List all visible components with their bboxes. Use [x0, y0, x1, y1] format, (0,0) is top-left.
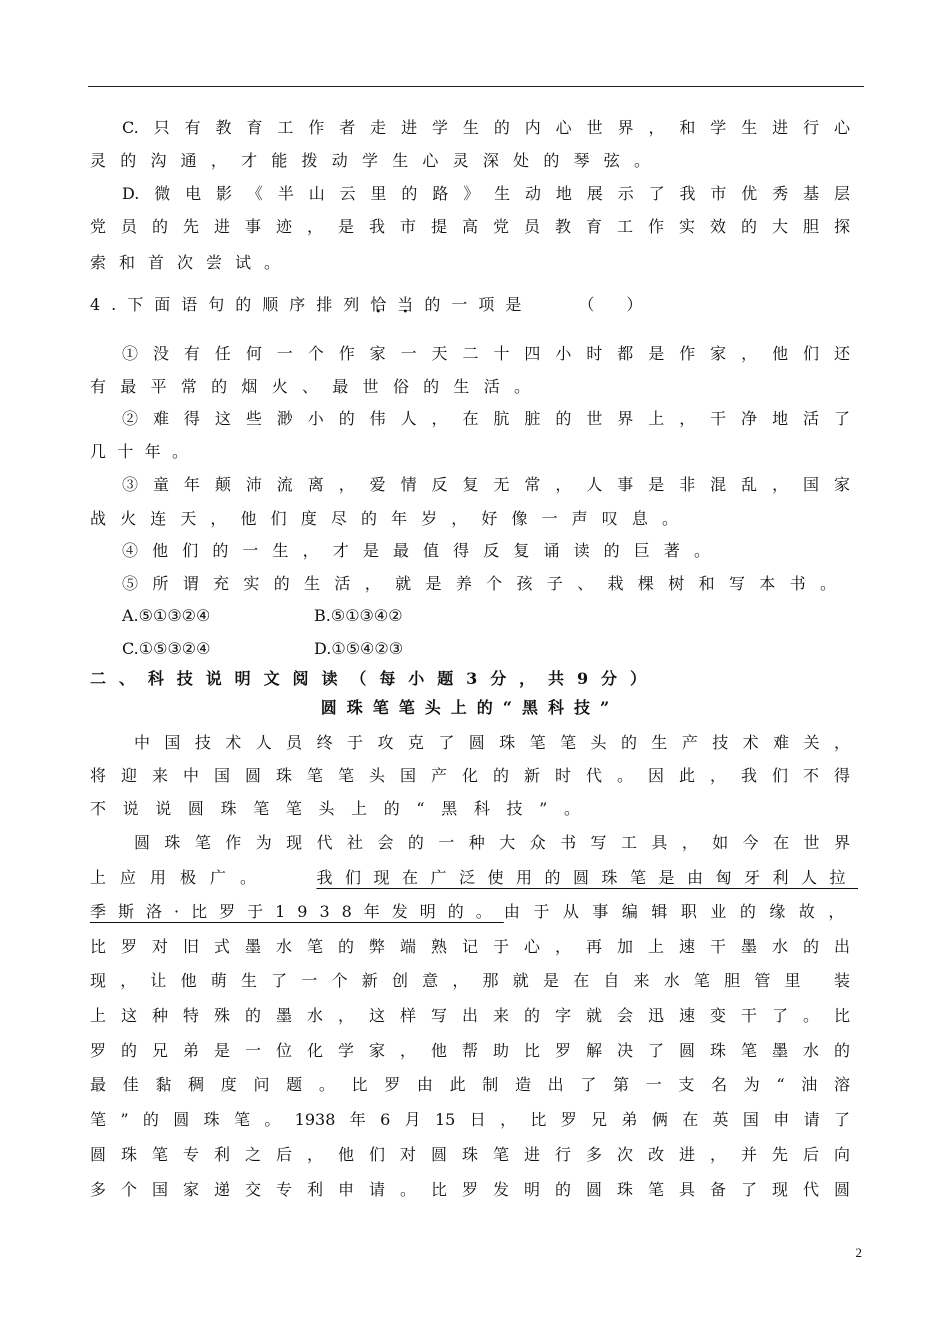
article-p2-line1: 圆珠笔作为现代社会的一种大众书写工具，如今在世界 [134, 833, 850, 852]
article-p2-line2-plain: 上应用极广。 [90, 868, 271, 887]
article-p2-line7: 罗的兄弟是一位化学家，他帮助比罗解决了圆珠笔墨水的 [90, 1041, 850, 1060]
header-rule [88, 86, 864, 87]
q4-stem [90, 292, 690, 318]
q4-stem-before: 4.下面语句的顺序排列 [90, 295, 371, 314]
q4-sentence-1-line2: 有最平常的烟火、最世俗的生活。 [90, 377, 530, 396]
article-p2-line5: 现，让他萌生了一个新创意，那就是在自来水笔胆管里 装 [90, 971, 850, 990]
article-p2-line4: 比罗对旧式墨水笔的弊端熟记于心，再加上速干墨水的出 [90, 937, 850, 956]
q4-option-c: C.①⑤③②④ [122, 639, 211, 658]
q3-option-c-line1: C.只有教育工作者走进学生的内心世界，和学生进行心 [122, 118, 850, 137]
q4-sentence-1-line1: ①没有任何一个作家一天二十四小时都是作家，他们还 [122, 344, 850, 363]
article-p2-line9: 笔”的圆珠笔。1938年6月15日，比罗兄弟俩在英国申请了 [90, 1110, 850, 1129]
q4-stem-after: 的一项是 [424, 295, 533, 314]
q3-option-d-line1: D.微电影《半山云里的路》生动地展示了我市优秀基层 [122, 184, 850, 203]
q4-sentence-5: ⑤所谓充实的生活，就是养个孩子、栽棵树和写本书。 [122, 574, 836, 593]
q3-option-d-line3: 索和首次尝试。 [90, 253, 280, 272]
article-p2-line8: 最佳黏稠度问题。比罗由此制造出了第一支名为“油溶 [90, 1075, 850, 1094]
article-p2-line3 [90, 899, 858, 925]
article-p2-underlined-sentence-part1: 我们现在广泛使用的圆珠笔是由匈牙利人拉 [316, 868, 858, 887]
article-p2-line10: 圆珠笔专利之后，他们对圆珠笔进行多次改进，并先后向 [90, 1145, 850, 1164]
page-number: 2 [855, 1245, 862, 1260]
q4-option-b: B.⑤①③④② [314, 606, 403, 625]
q4-sentence-2-line2: 几十年。 [90, 442, 188, 461]
q4-answer-paren: （ ） [578, 295, 643, 314]
article-p2-line6: 上这种特殊的墨水，这样写出来的字就会迅速变干了。比 [90, 1006, 850, 1025]
q4-sentence-3-line2: 战火连天，他们度尽的年岁，好像一声叹息。 [90, 509, 678, 528]
article-p2-line11: 多个国家递交专利申请。比罗发明的圆珠笔具备了现代圆 [90, 1180, 850, 1199]
q4-option-d: D.①⑤④②③ [314, 639, 404, 658]
q3-option-c-line2: 灵的沟通，才能拨动学生心灵深处的琴弦。 [90, 151, 650, 170]
q4-sentence-4: ④他们的一生，才是最值得反复诵读的巨著。 [122, 541, 710, 560]
article-title: 圆珠笔笔头上的“黑科技” [320, 698, 620, 717]
article-p2-line3-plain: 由于从事编辑职业的缘故， [503, 902, 858, 921]
q4-stem-dotted-char2: 当 [397, 295, 425, 314]
q4-sentence-2-line1: ②难得这些渺小的伟人，在肮脏的世界上，干净地活了 [122, 409, 850, 428]
q4-option-a: A.⑤①③②④ [122, 606, 211, 625]
article-p1-line1: 中国技术人员终于攻克了圆珠笔笔头的生产技术难关， [134, 733, 850, 752]
article-p2-underlined-sentence-part2: 季斯洛·比罗于1938年发明的。 [90, 902, 504, 921]
q3-option-d-line2: 党员的先进事迹，是我市提高党员教育工作实效的大胆探 [90, 217, 850, 236]
q4-stem-dotted-char1: 恰 [370, 295, 398, 314]
article-p1-line3: 不说说圆珠笔笔头上的“黑科技”。 [90, 799, 580, 818]
article-p1-line2: 将迎来中国圆珠笔笔头国产化的新时代。因此，我们不得 [90, 766, 850, 785]
article-p2-line2 [90, 865, 858, 891]
q4-sentence-3-line1: ③童年颠沛流离，爱情反复无常，人事是非混乱，国家 [122, 475, 850, 494]
section2-heading: 二、科技说明文阅读（每小题3分，共9分） [90, 669, 646, 688]
